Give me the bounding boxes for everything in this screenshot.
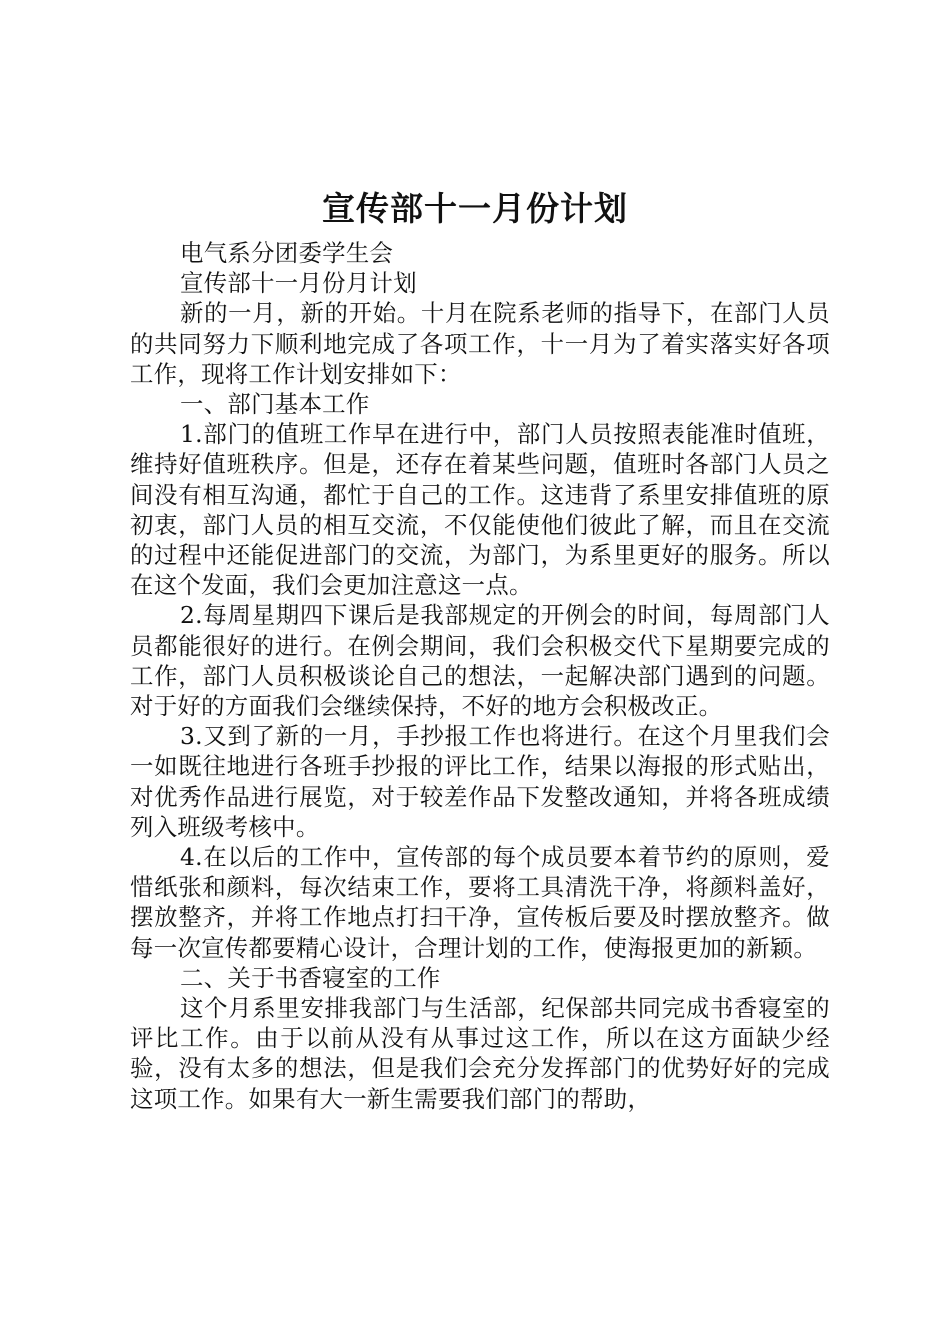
- item-paragraph-3: 3.又到了新的一月，手抄报工作也将进行。在这个月里我们会一如既往地进行各班手抄报的评比工作，结果以海报的形式贴出，对优秀作品进行展览，对于较差作品下发整改通知，并将各班成绩列入班级考核中。: [130, 722, 830, 841]
- intro-paragraph: 新的一月，新的开始。十月在院系老师的指导下，在部门人员的共同努力下顺利地完成了各项工作，十一月为了着实落实好各项工作，现将工作计划安排如下：: [130, 299, 830, 388]
- document-title: 宣传部十一月份计划: [322, 189, 628, 228]
- plan-name-line: 宣传部十一月份月计划: [180, 269, 417, 298]
- section-heading-2: 二、关于书香寝室的工作: [180, 963, 441, 992]
- section-2-paragraph: 这个月系里安排我部门与生活部，纪保部共同完成书香寝室的评比工作。由于以前从没有从事过这工作，所以在这方面缺少经验，没有太多的想法，但是我们会充分发挥部门的优势好好的完成这项工作。如果有大一新生需要我们部门的帮助，: [130, 994, 830, 1113]
- item-paragraph-2: 2.每周星期四下课后是我部规定的开例会的时间，每周部门人员都能很好的进行。在例会期间，我们会积极交代下星期要完成的工作，部门人员积极谈论自己的想法，一起解决部门遇到的问题。对于好的方面我们会继续保持，不好的地方会积极改正。: [130, 601, 830, 721]
- item-paragraph-4: 4.在以后的工作中，宣传部的每个成员要本着节约的原则，爱惜纸张和颜料，每次结束工作，要将工具清洗干净，将颜料盖好，摆放整齐，并将工作地点打扫干净，宣传板后要及时摆放整齐。做每一次宣传都要精心设计，合理计划的工作，使海报更加的新颖。: [130, 843, 830, 962]
- section-heading-1: 一、部门基本工作: [180, 390, 370, 419]
- item-paragraph-1: 1.部门的值班工作早在进行中，部门人员按照表能准时值班，维持好值班秩序。但是，还存在着某些问题，值班时各部门人员之间没有相互沟通，都忙于自己的工作。这违背了系里安排值班的原初衷，部门人员的相互交流，不仅能使他们彼此了解，而且在交流的过程中还能促进部门的交流，为部门，为系里更好的服务。所以在这个发面，我们会更加注意这一点。: [130, 420, 830, 600]
- document-body: [130, 238, 830, 1114]
- org-name-line: 电气系分团委学生会: [180, 239, 394, 267]
